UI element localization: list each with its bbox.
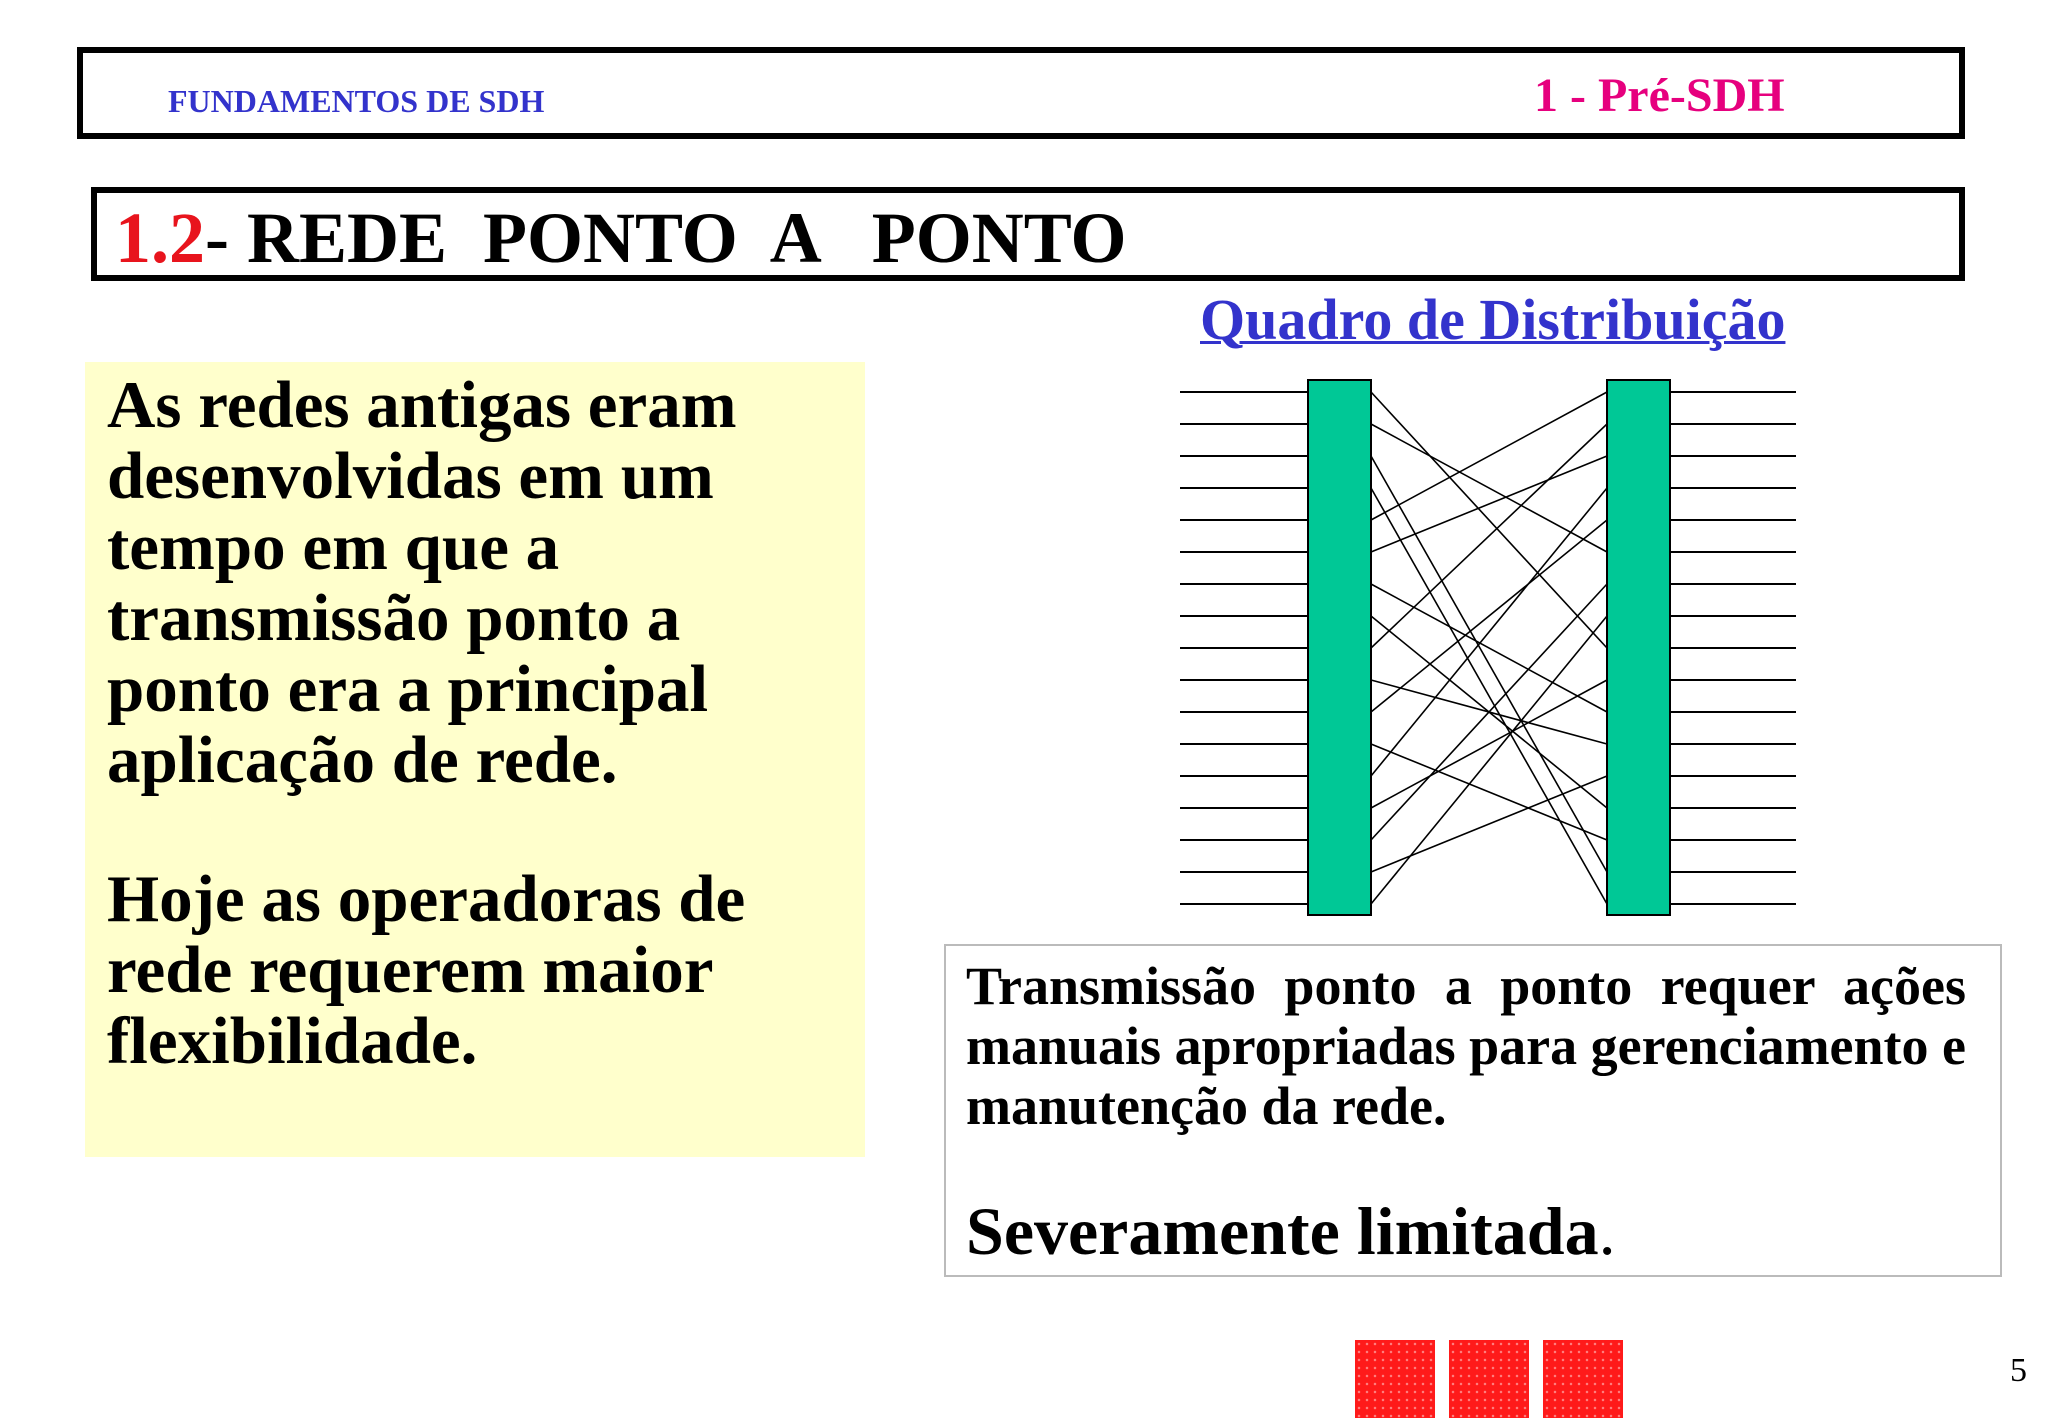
cross-connect-lines	[1371, 392, 1607, 904]
cross-connect-line	[1371, 584, 1607, 840]
cross-connect-line	[1371, 776, 1607, 872]
right-distribution-bar	[1607, 380, 1670, 915]
section-title-text: - REDE PONTO A PONTO	[205, 198, 1127, 278]
header-bar	[77, 47, 1965, 139]
left-input-lines	[1180, 392, 1308, 904]
cross-connect-line	[1371, 456, 1607, 872]
logo-block-2	[1449, 1340, 1529, 1418]
logo-block-1	[1355, 1340, 1435, 1418]
right-output-lines	[1670, 392, 1796, 904]
cross-connect-line	[1371, 680, 1607, 808]
cross-connect-line	[1371, 392, 1607, 520]
cross-connect-line	[1371, 488, 1607, 904]
cross-connect-line	[1371, 488, 1607, 776]
intro-text-box	[85, 362, 865, 1157]
cross-connect-line	[1371, 424, 1607, 648]
section-number: 1.2	[115, 198, 205, 278]
header-course-title: FUNDAMENTOS DE SDH	[168, 83, 545, 119]
cross-connect-line	[1371, 424, 1607, 552]
note-box	[944, 944, 2002, 1277]
cross-connect-line	[1371, 616, 1607, 904]
distribution-frame-diagram	[1180, 375, 1800, 920]
page-number: 5	[2010, 1352, 2027, 1389]
cross-connect-line	[1371, 456, 1607, 552]
diagram-title: Quadro de Distribuição	[1200, 287, 1786, 352]
intro-paragraph-2: Hoje as operadoras de rede requerem maior flexibilidade.	[107, 862, 746, 1078]
logo-block-3	[1543, 1340, 1623, 1418]
note-emphasis-line	[966, 1192, 1616, 1271]
cross-connect-line	[1371, 744, 1607, 840]
section-title	[115, 197, 1126, 280]
section-title-box	[91, 187, 1965, 281]
header-chapter: 1 - Pré-SDH	[1534, 69, 1785, 122]
left-distribution-bar	[1308, 380, 1371, 915]
intro-paragraph-1: As redes antigas eram desenvolvidas em um tempo em que a transmissão ponto a ponto era a principal aplicação de rede.	[107, 368, 737, 797]
note-period: .	[1598, 1193, 1616, 1269]
note-text: Transmissão ponto a ponto requer ações manuais apropriadas para gerenciamento e manutenção da rede.	[966, 956, 1967, 1136]
cross-connect-line	[1371, 584, 1607, 712]
note-emphasis: Severamente limitada	[966, 1193, 1599, 1269]
